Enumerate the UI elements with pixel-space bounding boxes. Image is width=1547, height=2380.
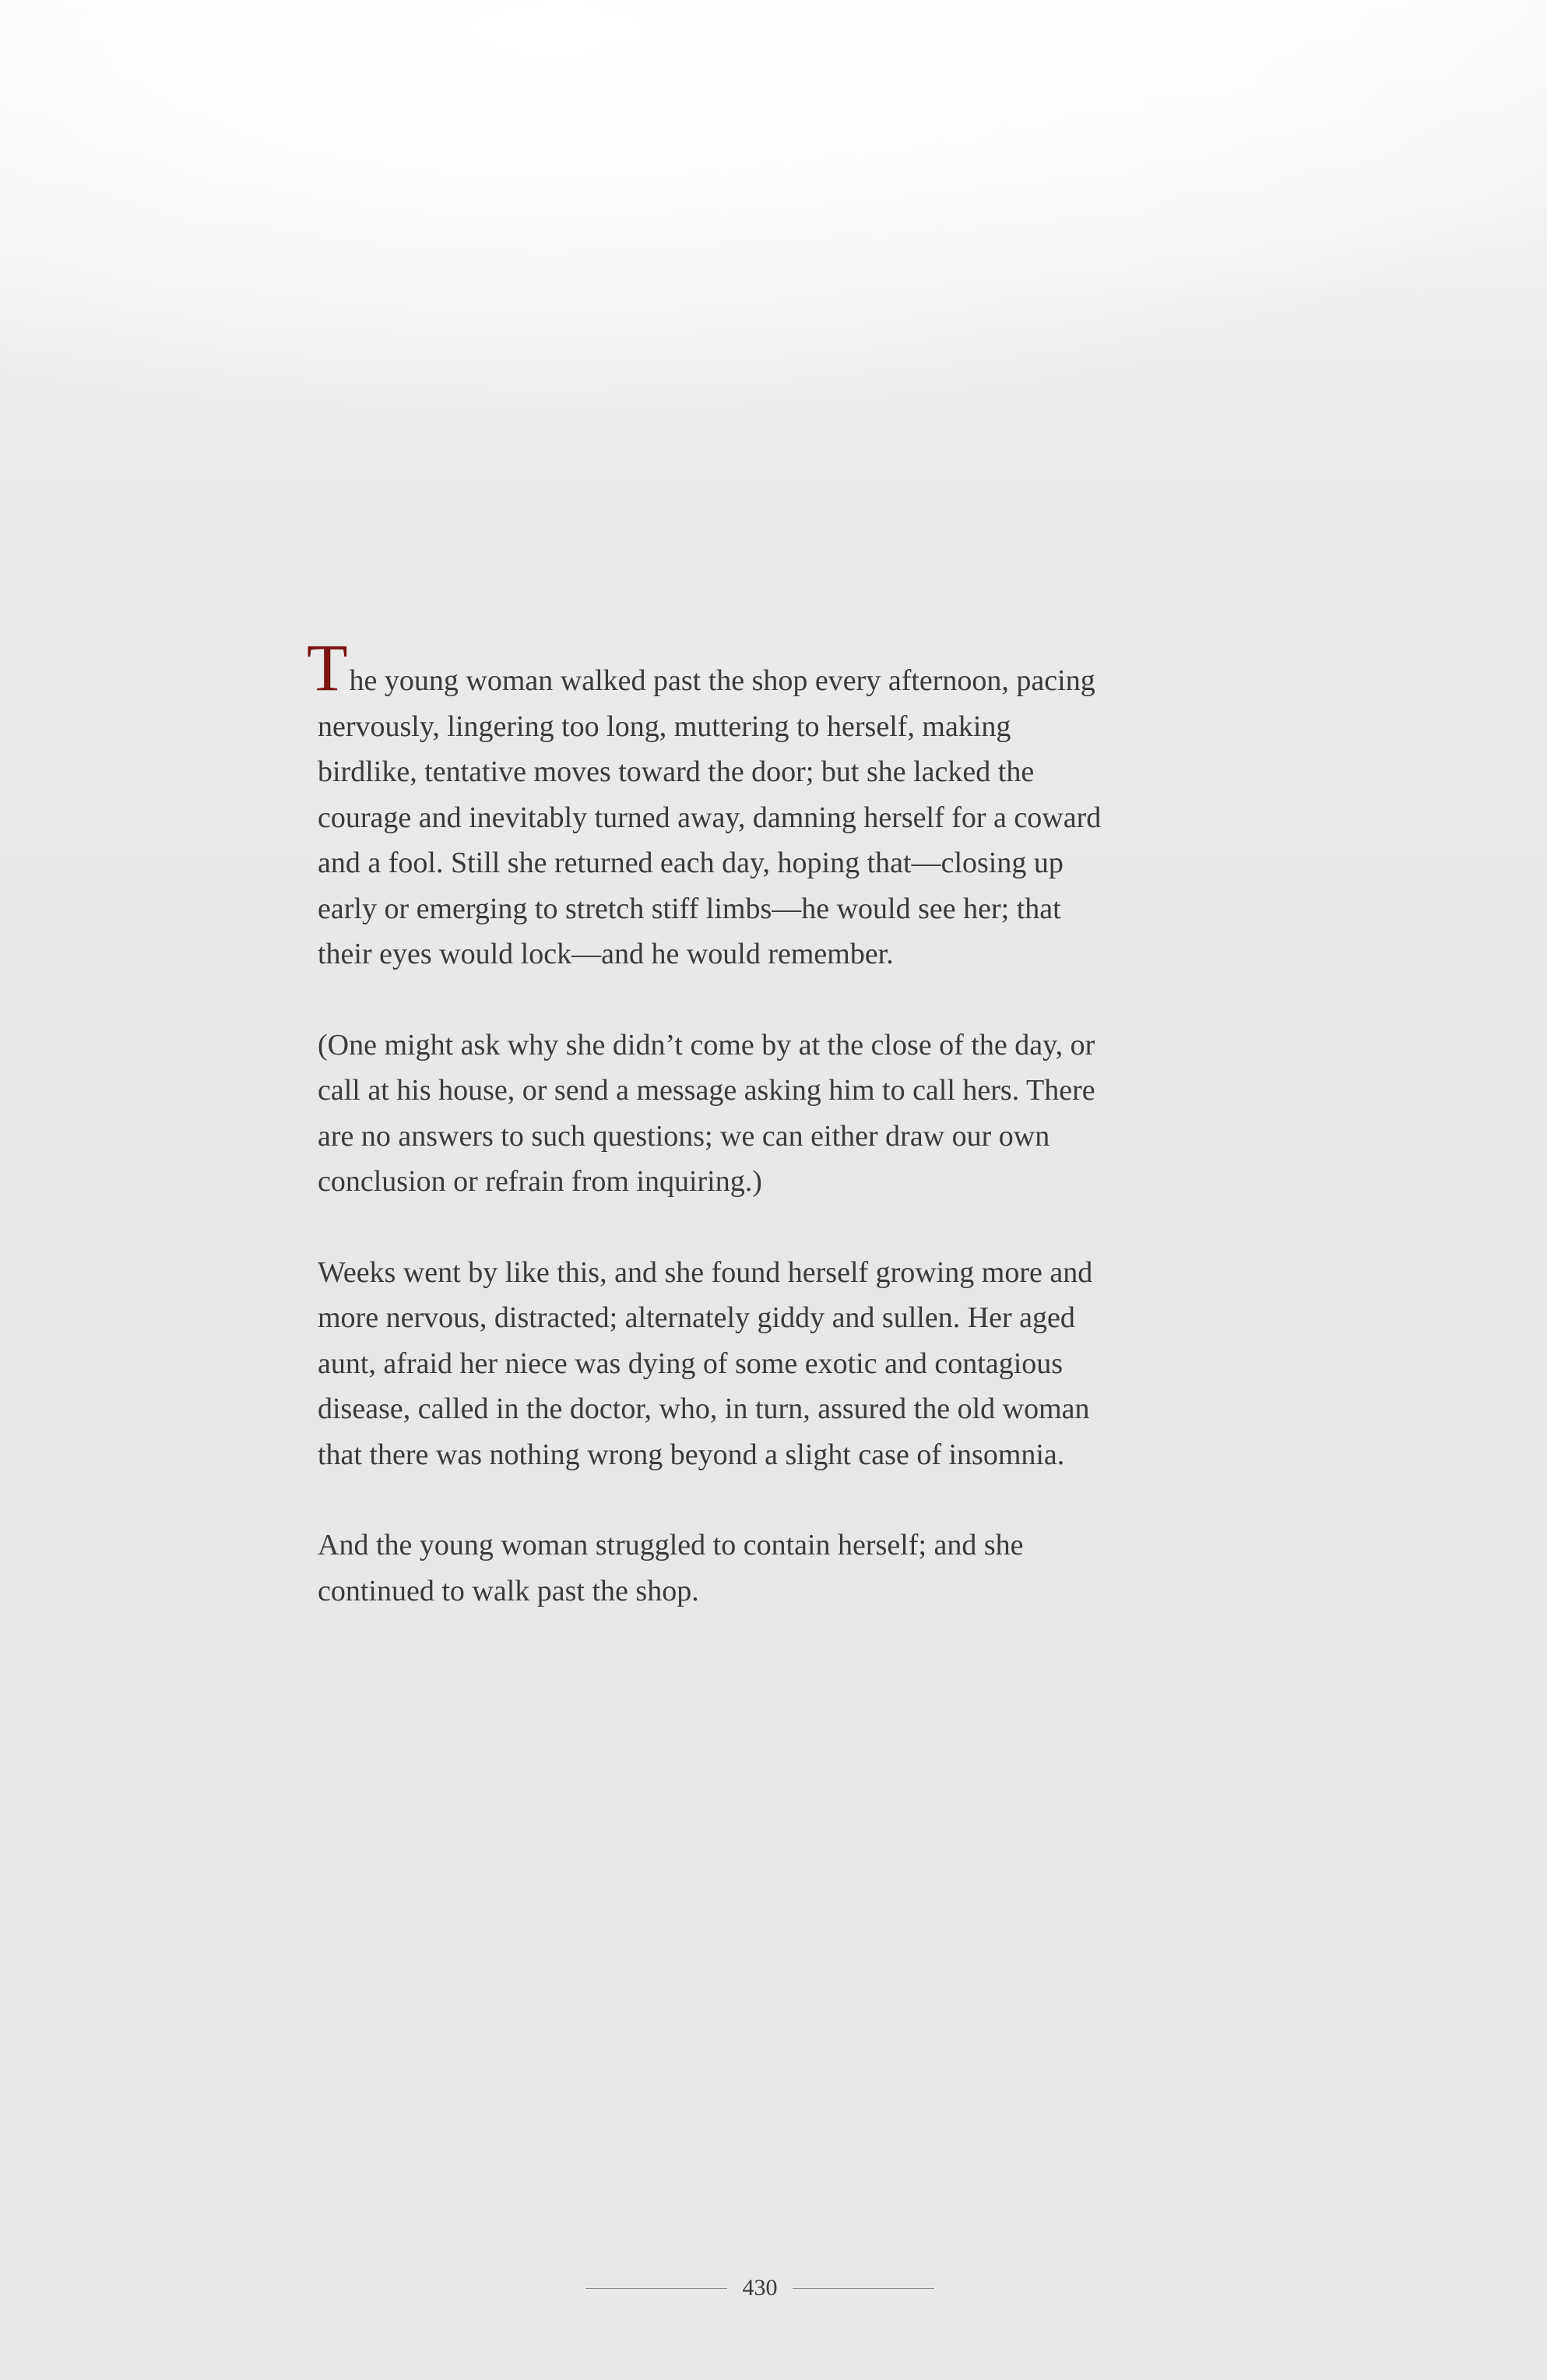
text-line	[307, 630, 1236, 705]
footer-rule-left	[585, 2288, 727, 2289]
text-line: courage and inevitably turned away, damning herself for a coward	[318, 801, 1102, 834]
text-line: call at his house, or send a message asking him to call hers. There	[318, 1074, 1095, 1107]
paragraph-1	[307, 630, 1236, 977]
drop-cap: T	[307, 630, 348, 705]
text-line: conclusion or refrain from inquiring.)	[318, 1165, 762, 1198]
text-line: their eyes would lock—and he would remember.	[318, 938, 894, 970]
text-line: Weeks went by like this, and she found herself growing more and	[318, 1255, 1093, 1289]
text-line: birdlike, tentative moves toward the door; but she lacked the	[318, 755, 1035, 788]
text-line: nervously, lingering too long, muttering to herself, making	[318, 709, 1011, 743]
paragraph-4	[318, 1523, 1236, 1614]
text-line: that there was nothing wrong beyond a slight case of insomnia.	[318, 1438, 1065, 1471]
story-text	[307, 630, 1236, 1659]
page-footer	[0, 2273, 1547, 2304]
text-line: are no answers to such questions; we can either draw our own	[318, 1119, 1050, 1153]
footer-rule-right	[793, 2288, 934, 2289]
text-line: more nervous, distracted; alternately giddy and sullen. Her aged	[318, 1301, 1075, 1334]
page-number: 430	[742, 2275, 778, 2301]
text-line: aunt, afraid her niece was dying of some exotic and contagious	[318, 1347, 1064, 1380]
paragraph-3	[318, 1250, 1236, 1478]
text-line: (One might ask why she didn’t come by at the close of the day, or	[318, 1028, 1095, 1061]
text-line: early or emerging to stretch stiff limbs—he would see her; that	[318, 892, 1061, 925]
text-line-content: he young woman walked past the shop every afternoon, pacing	[349, 664, 1095, 697]
text-line: disease, called in the doctor, who, in turn, assured the old woman	[318, 1392, 1090, 1425]
paragraph-2	[318, 1023, 1236, 1205]
text-line: continued to walk past the shop.	[318, 1574, 699, 1607]
text-line: And the young woman struggled to contain herself; and she	[318, 1529, 1024, 1561]
text-line: and a fool. Still she returned each day, hoping that—closing up	[318, 847, 1064, 879]
